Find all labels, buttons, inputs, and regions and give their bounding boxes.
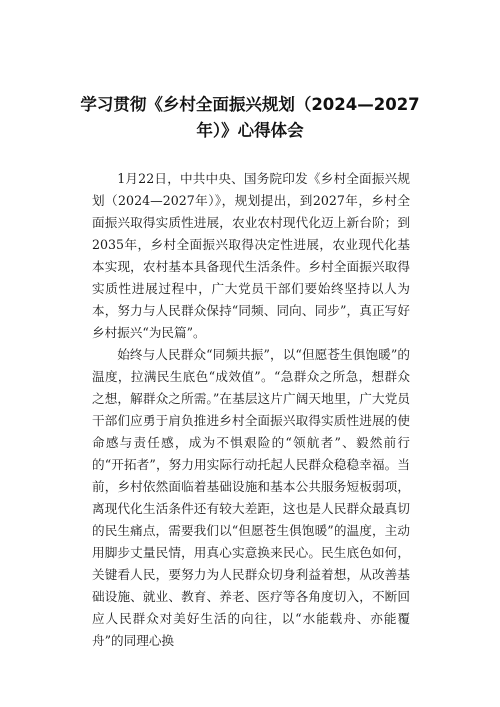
document-title: 学习贯彻《乡村全面振兴规划（2024—2027年）》心得体会 [80,95,420,140]
document-body [92,168,410,652]
paragraph-2: 始终与人民群众“同频共振”，以“但愿苍生俱饱暖”的温度，拉满民生底色“成效值”。“急群众之所急，想群众之想，解群众之所需。”在基层这片广阔天地里，广大党员干部们应勇于肩负推进乡村全面振兴取得实质性进展的使命感与责任感，成为不惧艰险的“领航者”、毅然前行的“开拓者”，努力用实际行动托起人民群众稳稳幸福。当前，乡村依然面临着基础设施和基本公共服务短板弱项，离现代化生活条件还有较大差距，这也是人民群众最真切的民生痛点，需要我们以“但愿苍生俱饱暖”的温度，主动用脚步丈量民情，用真心实意换来民心。民生底色如何，关键看人民，要努力为人民群众切身利益着想，从改善基础设施、就业、教育、养老、医疗等各角度切入，不断回应人民群众对美好生活的向往，以“水能载舟、亦能覆舟”的同理心换 [92,347,410,648]
paragraph-1: 1月22日，中共中央、国务院印发《乡村全面振兴规划（2024—2027年）》，规划提出，到2027年，乡村全面振兴取得实质性进展，农业农村现代化迈上新台阶；到2035年，乡村全面振兴取得决定性进展，农业现代化基本实现，农村基本具备现代生活条件。乡村全面振兴取得实质性进展过程中，广大党员干部们要始终坚持以人为本，努力与人民群众保持“同频、同向、同步”，真正写好乡村振兴“为民篇”。 [92,171,410,340]
